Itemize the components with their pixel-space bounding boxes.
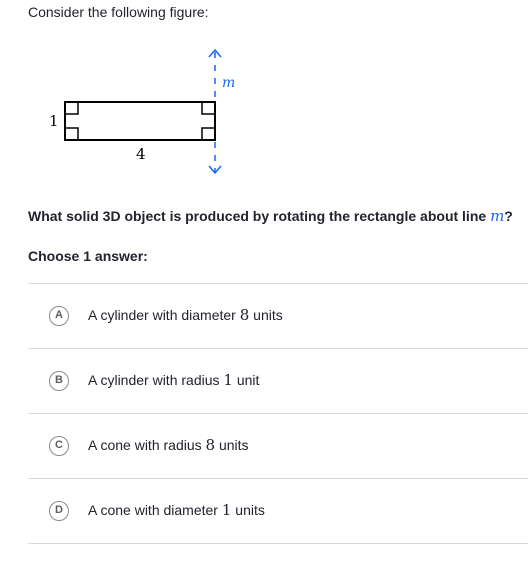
option-text-before: A cone with diameter	[88, 502, 222, 518]
answer-list	[28, 283, 528, 544]
option-number: 1	[223, 371, 233, 389]
line-m-label: m	[222, 75, 236, 91]
rectangle-figure	[0, 0, 528, 200]
choose-label: Choose 1 answer:	[28, 248, 148, 264]
question-math-m: m	[490, 207, 505, 225]
right-angle-marker-top-left	[65, 102, 78, 114]
answer-option-d[interactable]	[28, 479, 528, 544]
option-label	[88, 371, 259, 389]
option-text-after: unit	[232, 372, 260, 388]
option-letter-badge: B	[49, 371, 69, 391]
answer-option-c[interactable]	[28, 414, 528, 479]
option-number: 8	[205, 436, 216, 454]
option-label	[88, 501, 265, 519]
option-label	[88, 306, 283, 324]
option-letter-badge: D	[49, 501, 69, 521]
option-number: 8	[239, 306, 250, 324]
question-text-after: ?	[504, 208, 513, 224]
question-text	[28, 207, 513, 225]
right-angle-marker-bottom-left	[65, 128, 78, 140]
option-text-before: A cone with radius	[88, 437, 206, 453]
right-angle-marker-bottom-right	[202, 128, 215, 140]
option-text-after: units	[231, 502, 265, 518]
side-length-label: 1	[49, 112, 59, 130]
option-text-before: A cylinder with radius	[88, 372, 224, 388]
option-letter-badge: C	[49, 436, 69, 456]
bottom-length-label: 4	[136, 145, 146, 163]
option-text-before: A cylinder with diameter	[88, 307, 240, 323]
right-angle-marker-top-right	[202, 102, 215, 114]
intro-text: Consider the following figure:	[28, 4, 209, 20]
option-letter-badge: A	[49, 306, 69, 326]
question-text-before: What solid 3D object is produced by rotating the rectangle about line	[28, 208, 491, 224]
option-label	[88, 436, 249, 454]
rectangle-shape	[65, 102, 215, 140]
answer-option-a[interactable]	[28, 284, 528, 349]
answer-option-b[interactable]	[28, 349, 528, 414]
option-number: 1	[221, 501, 232, 519]
option-text-after: units	[215, 437, 249, 453]
option-text-after: units	[249, 307, 283, 323]
